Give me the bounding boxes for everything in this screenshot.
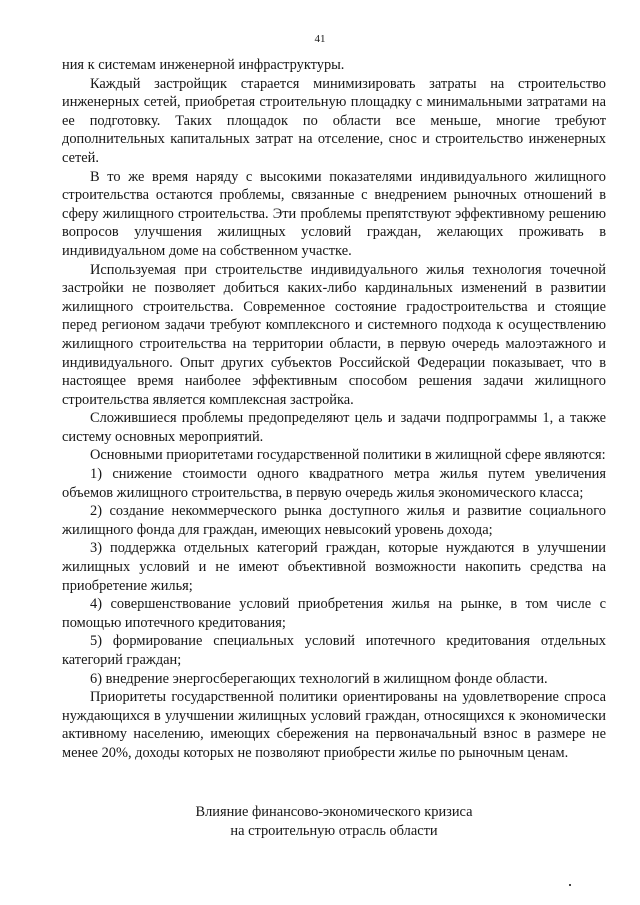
paragraph-subprogram-goals: Сложившиеся проблемы предопределяют цель и задачи подпрограммы 1, а также систему основных мероприятий. [62,410,606,445]
priority-item-2: 2) создание некоммерческого рынка доступного жилья и развитие социального жилищного фонда для граждан, имеющих невысокий уровень дохода; [62,503,606,538]
paragraph-continuation: ния к системам инженерной инфраструктуры. [62,57,345,73]
body-text [62,56,606,763]
paragraph-point-development: Используемая при строительстве индивидуального жилья технология точечной застройки не позволяет добиться каких-либо кардинальных изменений в развитии жилищного строительства. Современное состояние градостроительства и стоящие перед регионом задачи требуют комплексного и системного подхода к осуществлению жилищного строительства на территории области, в первую очередь малоэтажного и индивидуального. Опыт других субъектов Российской Федерации показывает, что в настоящее время наиболее эффективным способом решения задачи жилищного строительства является комплексная застройка. [62,261,606,408]
priority-item-5: 5) формирование специальных условий ипотечного кредитования отдельных категорий граждан; [62,633,606,668]
paragraph-developer-costs: Каждый застройщик старается минимизировать затраты на строительство инженерных сетей, приобретая строительную площадку с минимальными затратами на ее подготовку. Таких площадок по области все меньше, многие требуют дополнительных капитальных затрат на отселение, снос и строительство инженерных сетей. [62,75,606,166]
page-number: 41 [314,33,326,45]
priority-item-3: 3) поддержка отдельных категорий граждан, которые нуждаются в улучшении жилищных условий и не имеют объективной возможности накопить средства на приобретение жилья; [62,540,606,594]
section-heading-line-2: на строительную отрасль области [230,823,438,839]
section-heading-line-1: Влияние финансово-экономического кризиса [195,804,473,820]
paragraph-priorities-target: Приоритеты государственной политики ориентированы на удовлетворение спроса нуждающихся в улучшении жилищных условий граждан, относящихся к экономически активному населению, имеющих сбережения на первоначальный взнос в размере не менее 20%, доходы которых не позволяют приобрести жилье по рыночным ценам. [62,689,606,761]
priority-item-1: 1) снижение стоимости одного квадратного метра жилья путем увеличения объемов жилищного строительства, в первую очередь жилья экономического класса; [62,466,606,501]
priority-item-6: 6) внедрение энергосберегающих технологий в жилищном фонде области. [90,670,548,687]
paragraph-market-problems: В то же время наряду с высокими показателями индивидуального жилищного строительства остаются проблемы, связанные с внедрением рыночных отношений в сферу жилищного строительства. Эти проблемы препятствуют эффективному решению вопросов улучшения жилищных условий граждан, желающих проживать в индивидуальном доме на собственном участке. [62,168,606,259]
section-heading [62,803,606,841]
scan-speck [569,884,571,886]
priority-item-4: 4) совершенствование условий приобретения жилья на рынке, в том числе с помощью ипотечного кредитования; [62,596,606,631]
paragraph-priorities-intro: Основными приоритетами государственной политики в жилищной сфере являются: [90,447,606,464]
